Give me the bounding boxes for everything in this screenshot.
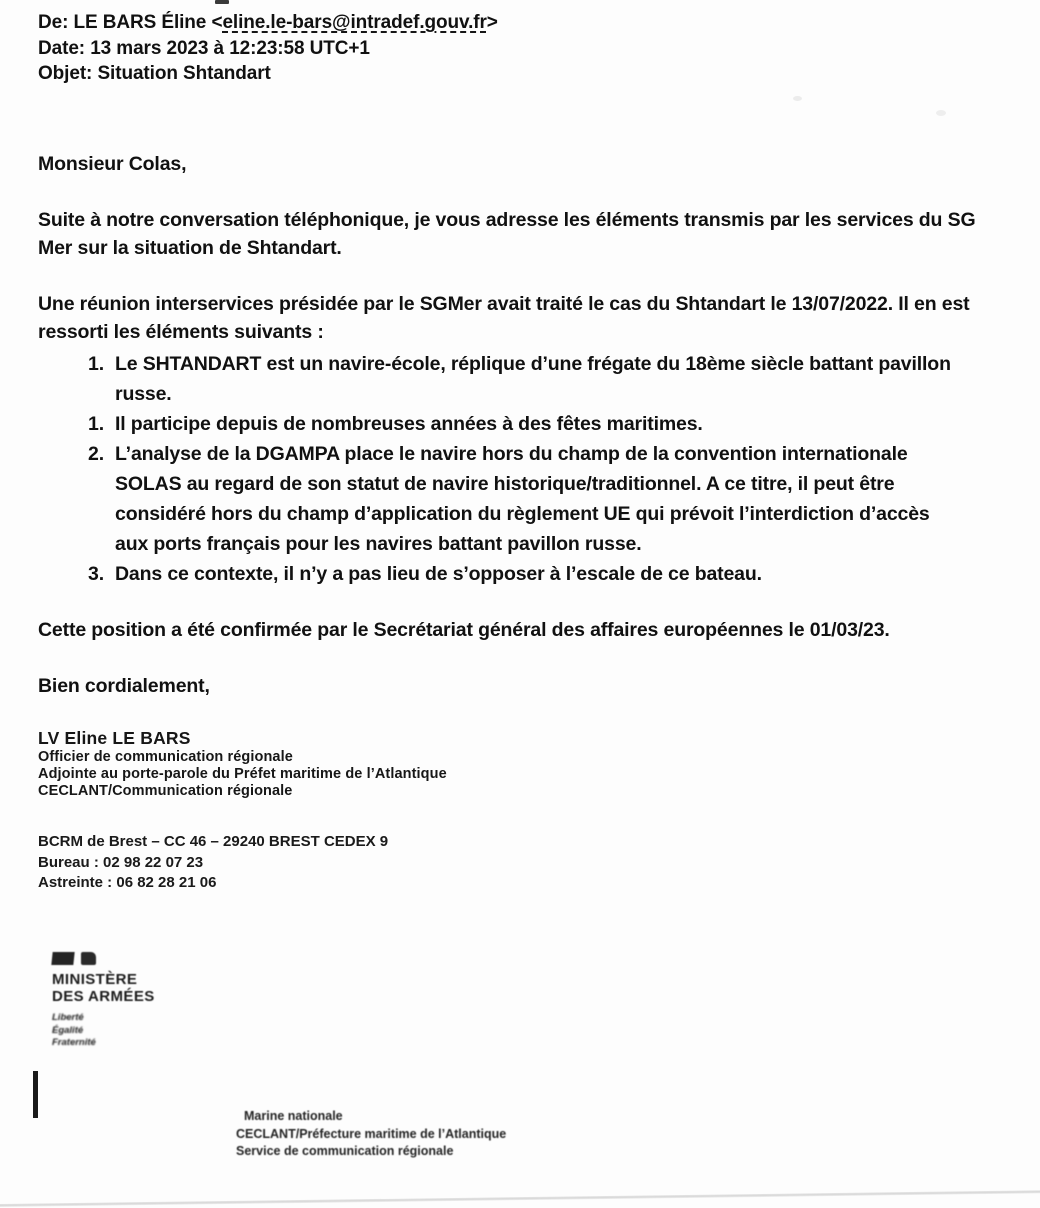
signature-title: CECLANT/Communication régionale — [38, 783, 293, 799]
signature-title: Officier de communication régionale — [38, 749, 293, 765]
republic-motto — [52, 1012, 155, 1050]
list-item-number: 1. — [88, 413, 104, 435]
sender-email-link[interactable]: eline.le-bars@intradef.gouv.fr — [222, 12, 487, 33]
paragraph-confirmation: Cette position a été confirmée par le Secrétariat général des affaires européennes le 01/03/23. — [38, 619, 890, 641]
signature-title: Adjointe au porte-parole du Préfet maritime de l’Atlantique — [38, 766, 447, 782]
ministry-name-line1: MINISTÈRE — [52, 971, 138, 988]
signature-block — [38, 728, 447, 800]
date-line: Date: 13 mars 2023 à 12:23:58 UTC+1 — [38, 37, 370, 59]
list-item-number: 2. — [88, 443, 104, 465]
footer-line: CECLANT/Préfecture maritime de l’Atlantique — [236, 1126, 507, 1141]
scan-page-edge — [0, 1190, 1040, 1207]
ministry-name-line2: DES ARMÉES — [52, 987, 155, 1005]
closing: Bien cordialement, — [38, 675, 210, 697]
postal-address: BCRM de Brest – CC 46 – 29240 BREST CEDEX 9 — [38, 833, 389, 850]
list-item-number: 3. — [88, 563, 104, 585]
from-prefix: De: LE BARS Éline < — [38, 12, 223, 33]
scan-artifact-top-dash — [215, 0, 229, 4]
motto-line: Fraternité — [52, 1037, 96, 1048]
list-item — [38, 559, 1006, 589]
subject-line: Objet: Situation Shtandart — [38, 63, 271, 84]
logo-block-icon — [81, 952, 96, 965]
list-item — [38, 409, 1006, 439]
list-item-text: Dans ce contexte, il n’y a pas lieu de s’opposer à l’escale de ce bateau. — [115, 563, 762, 585]
phone-duty: Astreinte : 06 82 28 21 06 — [38, 874, 217, 891]
footer-line: Service de communication régionale — [236, 1144, 454, 1158]
list-item-text: Le SHTANDART est un navire-école, réplique d’une frégate du 18ème siècle battant pavillon russe. — [115, 353, 951, 405]
ministry-logo-icon — [52, 952, 155, 966]
motto-line: Liberté — [52, 1012, 84, 1023]
from-line — [38, 10, 498, 36]
scan-speck — [936, 110, 946, 116]
list-item-text: Il participe depuis de nombreuses années à des fêtes maritimes. — [115, 413, 703, 435]
ministry-logo — [52, 952, 155, 1050]
phone-office: Bureau : 02 98 22 07 23 — [38, 853, 204, 871]
list-item-text: L’analyse de la DGAMPA place le navire hors du champ de la convention internationale SOLAS au regard de son statut de navire historique/traditionnel. A ce titre, il peut être considéré hors du champ d’application du règlement UE qui prévoit l’interdiction d’accès aux ports français pour les navires battant pavillon russe. — [115, 443, 930, 555]
salutation: Monsieur Colas, — [38, 153, 187, 175]
from-suffix: > — [486, 12, 498, 33]
footer-line: Marine nationale — [244, 1109, 343, 1123]
scan-speck — [793, 96, 802, 101]
paragraph-intro: Suite à notre conversation téléphonique, je vous adresse les éléments transmis par les services du SG Mer sur la situation de Shtandart. — [38, 209, 976, 259]
list-item — [38, 349, 1006, 409]
scan-artifact-vertical-bar — [33, 1071, 38, 1118]
signature-name: LV Eline LE BARS — [38, 728, 191, 748]
numbered-list — [38, 349, 1006, 589]
footer-organisation — [236, 1108, 506, 1161]
address-block — [38, 832, 388, 894]
email-header — [38, 10, 498, 87]
paragraph-meeting: Une réunion interservices présidée par le SGMer avait traité le cas du Shtandart le 13/07/2022. Il en est ressorti les éléments suivants : — [38, 293, 970, 343]
logo-block-icon — [51, 952, 74, 965]
email-body — [38, 150, 1006, 728]
list-item-number: 1. — [88, 353, 104, 375]
list-item — [38, 439, 1006, 559]
motto-line: Égalité — [52, 1024, 84, 1036]
